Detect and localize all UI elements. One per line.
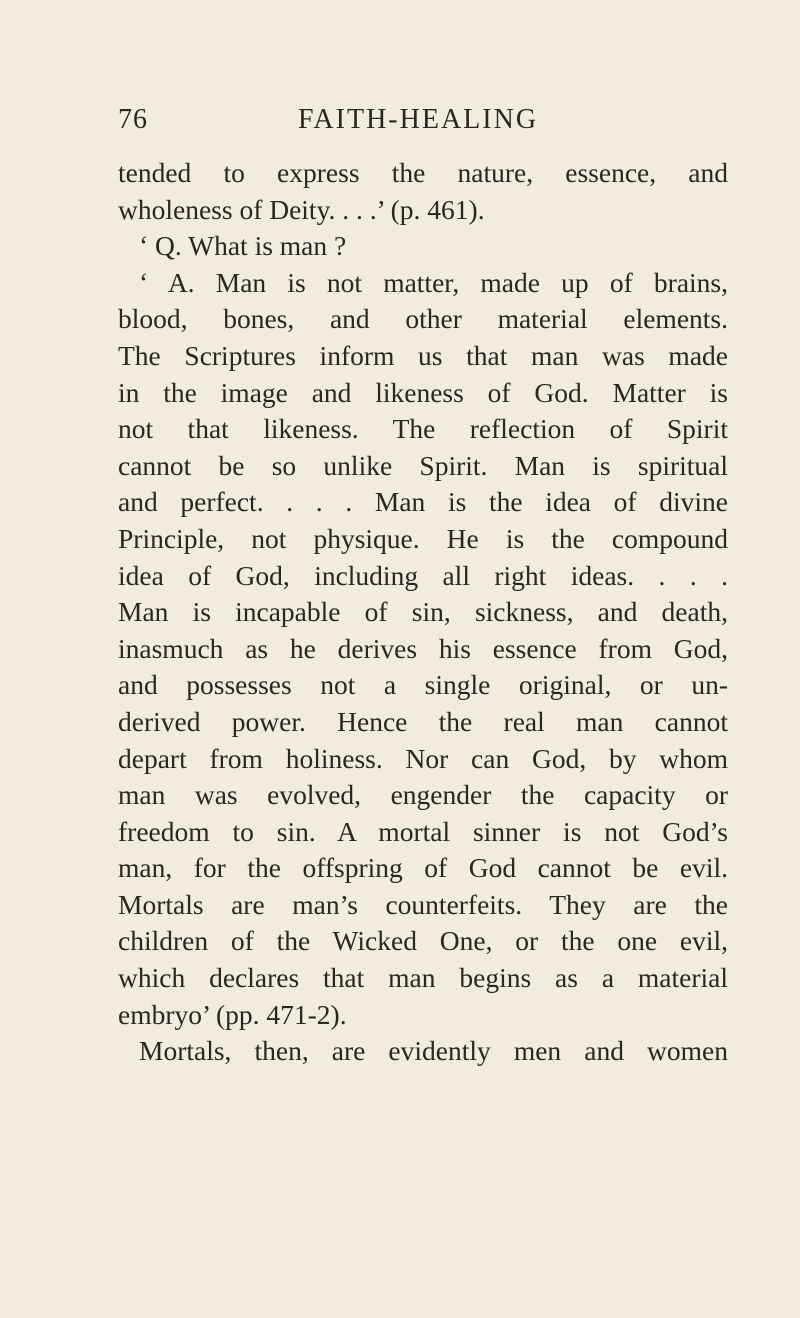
page-number: 76 <box>118 104 148 135</box>
text-line: depart from holiness. Nor can God, by whom <box>118 742 728 774</box>
text-line: children of the Wicked One, or the one evil, <box>118 925 728 957</box>
body-text <box>118 155 728 1070</box>
text-line: and perfect. . . . Man is the idea of divine <box>118 486 728 518</box>
text-line: Mortals, then, are evidently men and women <box>139 1035 728 1067</box>
text-line: and possesses not a single original, or un- <box>118 669 728 701</box>
text-line: ‘ Q. What is man ? <box>139 230 347 262</box>
text-line: idea of God, including all right ideas. . . . <box>118 559 728 591</box>
text-line: in the image and likeness of God. Matter is <box>118 376 728 408</box>
text-line: wholeness of Deity. . . .’ (p. 461). <box>118 193 485 225</box>
text-line: not that likeness. The reflection of Spirit <box>118 413 728 445</box>
running-title: FAITH-HEALING <box>297 104 539 135</box>
text-line: cannot be so unlike Spirit. Man is spiritual <box>118 449 728 481</box>
text-line: man, for the offspring of God cannot be evil. <box>118 852 728 884</box>
text-line: man was evolved, engender the capacity or <box>118 779 728 811</box>
text-line: Principle, not physique. He is the compound <box>118 522 728 554</box>
text-line: Man is incapable of sin, sickness, and death, <box>118 596 728 628</box>
text-line: ‘ A. Man is not matter, made up of brains, <box>139 266 728 298</box>
text-line: inasmuch as he derives his essence from God, <box>118 632 728 664</box>
text-line: blood, bones, and other material elements. <box>118 303 728 335</box>
text-line: Mortals are man’s counterfeits. They are the <box>118 888 728 920</box>
page-header <box>118 104 718 144</box>
text-line: freedom to sin. A mortal sinner is not God’s <box>118 815 728 847</box>
text-line: which declares that man begins as a material <box>118 962 728 994</box>
text-line: tended to express the nature, essence, and <box>118 157 728 188</box>
text-line: embryo’ (pp. 471-2). <box>118 998 347 1030</box>
text-line: derived power. Hence the real man cannot <box>118 705 728 737</box>
text-line: The Scriptures inform us that man was made <box>118 339 728 371</box>
